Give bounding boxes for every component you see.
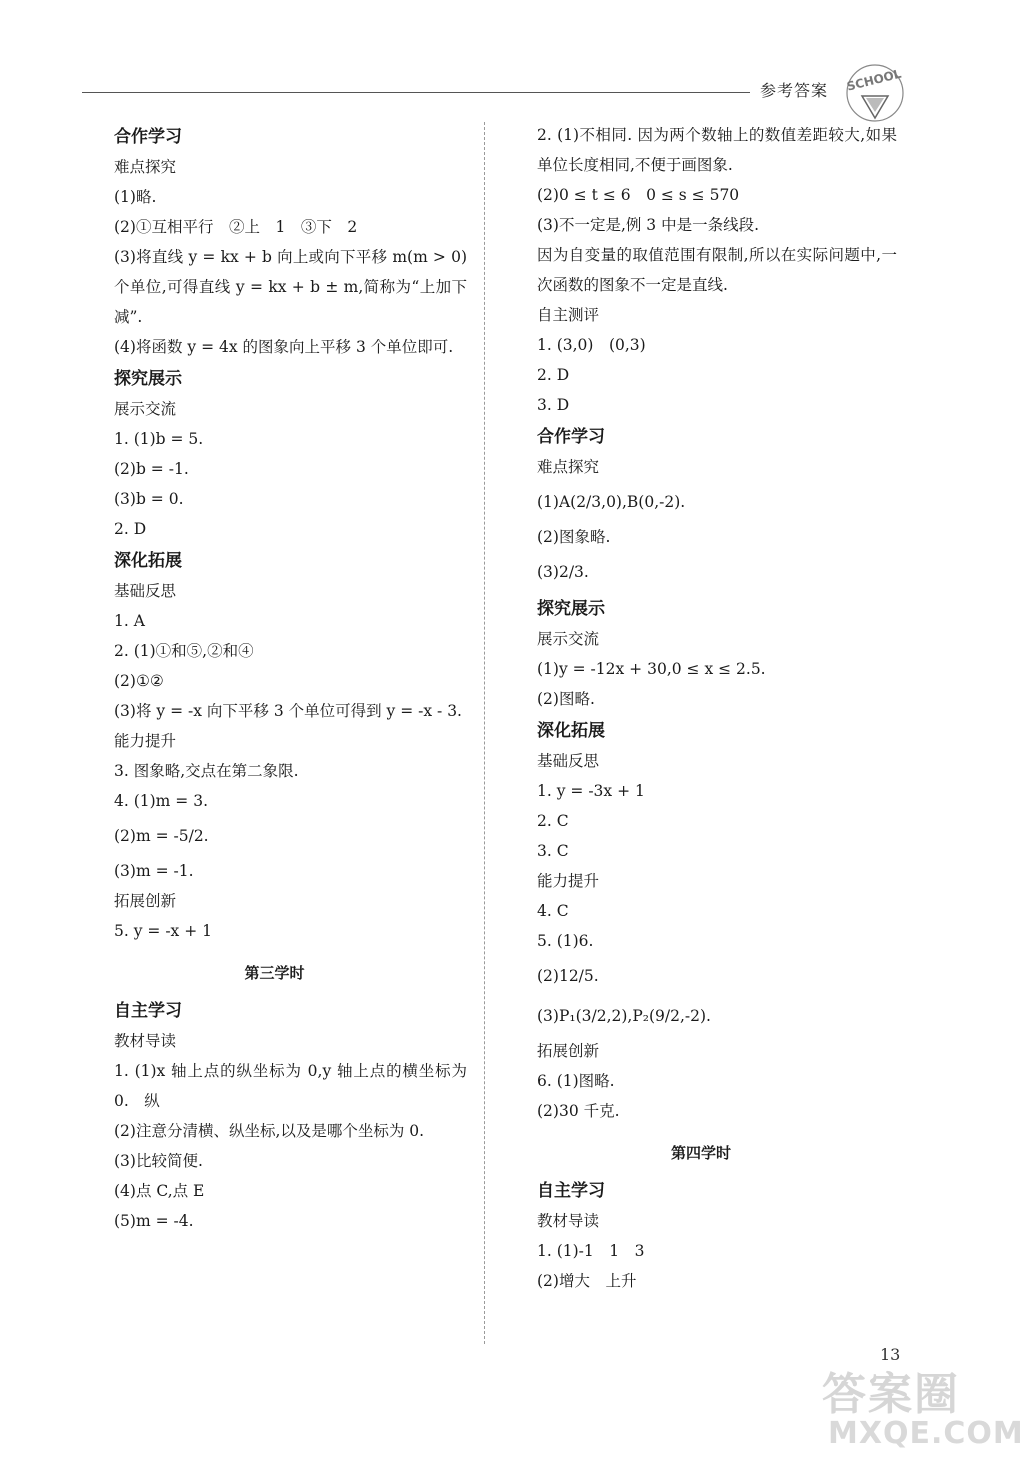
answer-line: 1. y = -3x + 1 [537, 782, 645, 800]
section-heading: 自主学习 [114, 1001, 182, 1021]
subsection-heading: 难点探究 [537, 458, 600, 476]
answer-line: (1)略. [114, 188, 157, 206]
answer-line: (2)增大 上升 [537, 1272, 637, 1290]
subsection-heading: 能力提升 [537, 872, 600, 890]
subsection-heading: 教材导读 [537, 1212, 600, 1230]
answer-line: 3. C [537, 842, 569, 860]
header-rule [82, 92, 750, 93]
answer-line: 因为自变量的取值范围有限制,所以在实际问题中,一次函数的图象不一定是直线. [537, 246, 897, 294]
subsection-heading: 基础反思 [114, 582, 177, 600]
right-column [505, 120, 897, 1296]
section-heading: 自主学习 [537, 1181, 605, 1201]
section-heading: 探究展示 [114, 369, 182, 389]
answer-line: (2)0 ≤ t ≤ 6 0 ≤ s ≤ 570 [537, 186, 740, 204]
answer-line: (1)A(2/3,0),B(0,-2). [537, 493, 686, 511]
section-heading: 深化拓展 [114, 551, 182, 571]
answer-line: (1)y = -12x + 30,0 ≤ x ≤ 2.5. [537, 660, 766, 678]
answer-line: (3)比较简便. [114, 1152, 203, 1170]
answer-line: (2)注意分清横、纵坐标,以及是哪个坐标为 0. [114, 1122, 425, 1140]
logo-text: SCHOOL [845, 66, 903, 94]
answer-line: (2)图象略. [537, 528, 611, 546]
watermark-top: 答案圈 [822, 1369, 960, 1420]
answer-line: 2. (1)①和⑤,②和④ [114, 642, 254, 660]
answer-line: 2. D [537, 366, 570, 384]
answer-line: (3)将 y = -x 向下平移 3 个单位可得到 y = -x - 3. [114, 702, 462, 720]
answer-line: 1. (1)x 轴上点的纵坐标为 0,y 轴上点的横坐标为 0. 纵 [114, 1062, 467, 1110]
subsection-heading: 基础反思 [537, 752, 600, 770]
school-badge-icon [842, 60, 908, 126]
answer-line: (3)不一定是,例 3 中是一条线段. [537, 216, 760, 234]
page-number: 13 [880, 1345, 901, 1364]
lesson-title: 第三学时 [244, 964, 305, 982]
column-divider [484, 122, 485, 1344]
subsection-heading: 拓展创新 [114, 892, 177, 910]
answer-line: 1. (1)-1 1 3 [537, 1242, 645, 1260]
answer-line: 1. (3,0) (0,3) [537, 336, 646, 354]
answer-line: 4. (1)m = 3. [114, 792, 208, 810]
section-heading: 探究展示 [537, 599, 605, 619]
watermark [822, 1358, 1024, 1463]
subsection-heading: 展示交流 [114, 400, 177, 418]
subsection-heading: 拓展创新 [537, 1042, 600, 1060]
answer-line: 1. (1)b = 5. [114, 430, 204, 448]
answer-line: 4. C [537, 902, 569, 920]
section-heading: 深化拓展 [537, 721, 605, 741]
answer-line: (3)2/3. [537, 563, 589, 581]
subsection-heading: 自主测评 [537, 306, 600, 324]
subsection-heading: 展示交流 [537, 630, 600, 648]
answer-line: (3)m = -1. [114, 862, 194, 880]
answer-line: (3)P₁(3/2,2),P₂(9/2,-2). [537, 1007, 711, 1025]
answer-line: (4)点 C,点 E [114, 1182, 205, 1200]
answer-line: 3. 图象略,交点在第二象限. [114, 762, 299, 780]
answer-line: 6. (1)图略. [537, 1072, 615, 1090]
left-column [82, 120, 467, 1236]
header-title: 参考答案 [760, 81, 829, 100]
answer-line: (5)m = -4. [114, 1212, 194, 1230]
answer-line: (3)将直线 y = kx + b 向上或向下平移 m(m > 0)个单位,可得直线 y = kx + b ± m,简称为“上加下减”. [114, 248, 467, 326]
answer-line: (2)①② [114, 672, 164, 690]
section-heading: 合作学习 [537, 427, 605, 447]
subsection-heading: 教材导读 [114, 1032, 177, 1050]
subsection-heading: 难点探究 [114, 158, 177, 176]
answer-line: 2. C [537, 812, 569, 830]
answer-line: 2. D [114, 520, 147, 538]
subsection-heading: 能力提升 [114, 732, 177, 750]
watermark-bottom: MXQE.COM [828, 1416, 1024, 1451]
section-heading: 合作学习 [114, 127, 182, 147]
answer-line: 5. (1)6. [537, 932, 594, 950]
answer-line: (3)b = 0. [114, 490, 184, 508]
lesson-title: 第四学时 [670, 1144, 731, 1162]
answer-line: (4)将函数 y = 4x 的图象向上平移 3 个单位即可. [114, 338, 454, 356]
answer-line: (2)①互相平行 ②上 1 ③下 2 [114, 218, 358, 236]
answer-line: (2)12/5. [537, 967, 599, 985]
answer-line: (2)30 千克. [537, 1102, 620, 1120]
answer-line: 1. A [114, 612, 145, 630]
answer-line: (2)b = -1. [114, 460, 189, 478]
answer-line: (2)m = -5/2. [114, 827, 209, 845]
answer-line: 2. (1)不相同. 因为两个数轴上的数值差距较大,如果单位长度相同,不便于画图象. [537, 126, 897, 174]
answer-line: 3. D [537, 396, 570, 414]
answer-line: 5. y = -x + 1 [114, 922, 212, 940]
answer-line: (2)图略. [537, 690, 595, 708]
